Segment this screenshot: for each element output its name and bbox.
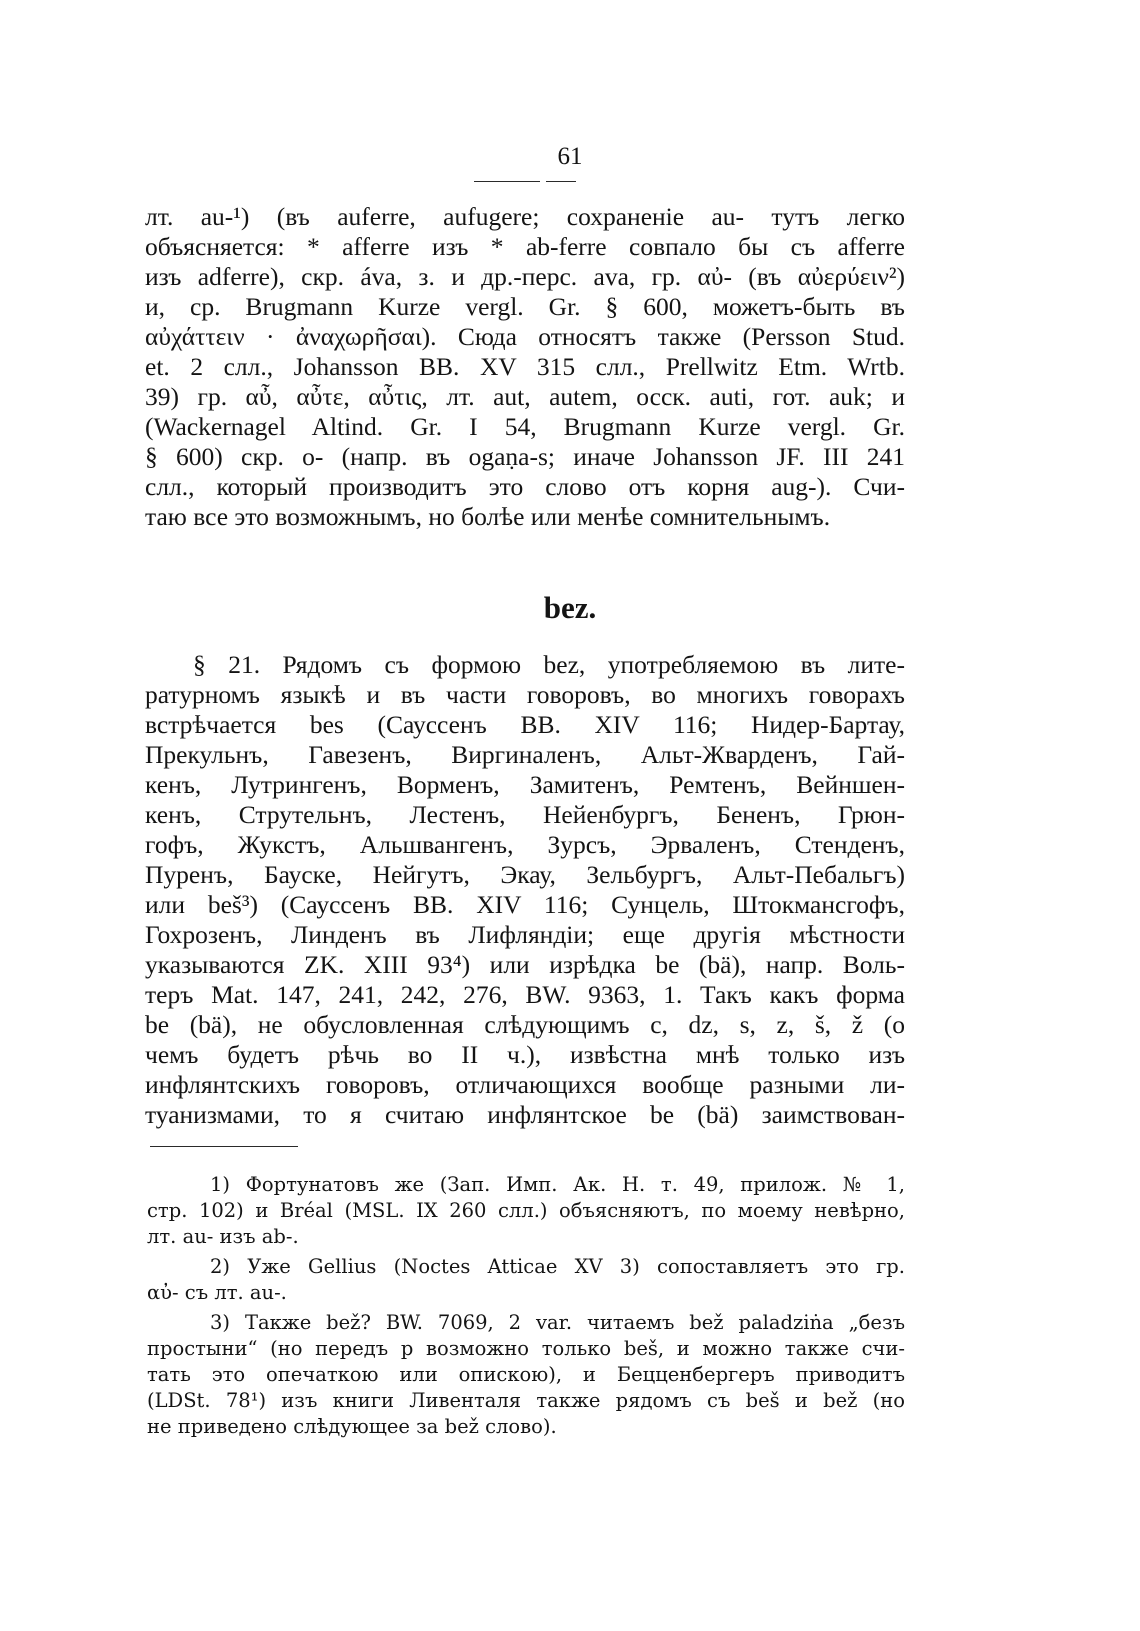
text-line: § 21. Рядомъ съ формою bez, употребляемою въ лите- xyxy=(193,650,905,679)
text-line: Прекульнъ, Гавезенъ, Виргиналенъ, Альт-Жварденъ, Гай- xyxy=(145,740,905,769)
text-line: изъ adferre), скр. áva, з. и др.-перс. ava, гр. αὐ- (въ αὐερύειν²) xyxy=(145,262,905,291)
text-line: et. 2 слл., Johansson BB. XV 315 слл., Prellwitz Etm. Wrtb. xyxy=(145,352,905,381)
text-line: Гохрозенъ, Линденъ въ Лифляндіи; еще другія мѣстности xyxy=(145,920,905,949)
text-line: слл., который производитъ это слово отъ корня aug-). Счи- xyxy=(145,472,905,501)
text-line: кенъ, Лутрингенъ, Ворменъ, Замитенъ, Ремтенъ, Вейншен- xyxy=(145,770,905,799)
text-line: (Wackernagel Altind. Gr. I 54, Brugmann Kurze vergl. Gr. xyxy=(145,412,905,441)
text-line: или beš³) (Сауссенъ BB. XIV 116; Сунцель, Штокмансгофъ, xyxy=(145,890,905,919)
text-line: ратурномъ языкѣ и въ части говоровъ, во многихъ говорахъ xyxy=(145,680,905,709)
text-line: гофъ, Жукстъ, Альшвангенъ, Зурсъ, Эрваленъ, Стенденъ, xyxy=(145,830,905,859)
page-number-rule xyxy=(474,181,540,182)
text-line: туанизмами, то я считаю инфлянтское be (bä) заимствован- xyxy=(145,1100,905,1129)
text-line: встрѣчается bes (Сауссенъ BB. XIV 116; Нидер-Бартау, xyxy=(145,710,905,739)
text-line: таю все это возможнымъ, но болѣе или менѣе сомнительнымъ. xyxy=(145,502,831,531)
page-number-rule-short xyxy=(546,181,576,182)
footnote-separator xyxy=(150,1146,298,1147)
text-line: и, ср. Brugmann Kurze vergl. Gr. § 600, можетъ-быть въ xyxy=(145,292,905,321)
footnote-line: простыни“ (но передъ p возможно только beš, и можно также счи- xyxy=(147,1337,905,1360)
footnote-line: 3) Также bež? BW. 7069, 2 var. читаемъ bež paladziṅa „безъ xyxy=(210,1311,905,1334)
text-line: кенъ, Струтельнъ, Лестенъ, Нейенбургъ, Бененъ, Грюн- xyxy=(145,800,905,829)
section-heading: bez. xyxy=(543,590,597,625)
text-line: лт. au-¹) (въ auferre, aufugere; сохраненіе au- тутъ легко xyxy=(145,202,905,231)
footnote-line: 2) Уже Gellius (Noctes Atticae XV 3) сопоставляетъ это гр. xyxy=(210,1255,905,1278)
text-line: 39) гр. αὖ, αὖτε, αὖτις, лт. aut, autem, осск. auti, гот. auk; и xyxy=(145,382,905,411)
text-line: инфлянтскихъ говоровъ, отличающихся вообще разными ли- xyxy=(145,1070,905,1099)
text-line: чемъ будетъ рѣчь во II ч.), извѣстна мнѣ только изъ xyxy=(145,1040,905,1069)
footnote-line: лт. au- изъ ab-. xyxy=(147,1225,299,1248)
text-line: объясняется: * afferre изъ * ab-ferre совпало бы съ afferre xyxy=(145,232,905,261)
footnote-line: αὐ- съ лт. au-. xyxy=(147,1281,287,1304)
footnote-line: (LDSt. 78¹) изъ книги Ливенталя также рядомъ съ beš и bež (но xyxy=(147,1389,905,1412)
text-line: § 600) скр. o- (напр. въ ogaṇa-s; иначе Johansson JF. III 241 xyxy=(145,442,905,471)
text-line: теръ Mat. 147, 241, 242, 276, BW. 9363, 1. Такъ какъ форма xyxy=(145,980,905,1009)
text-line: αὐχάττειν · ἀναχωρῆσαι). Сюда относятъ также (Persson Stud. xyxy=(145,322,905,351)
footnote-line: не приведено слѣдующее за bež слово). xyxy=(147,1415,557,1438)
text-line: Пуренъ, Бауске, Нейгутъ, Экау, Зельбургъ, Альт-Пебальгъ) xyxy=(145,860,905,889)
page-number: 61 xyxy=(557,143,583,170)
footnote-line: 1) Фортунатовъ же (Зап. Имп. Ак. Н. т. 49, прилож. № 1, xyxy=(210,1173,905,1196)
text-line: указываются ZK. XIII 93⁴) или изрѣдка be (bä), напр. Воль- xyxy=(145,950,905,979)
text-line: be (bä), не обусловленная слѣдующимъ c, dz, s, z, š, ž (о xyxy=(145,1010,905,1039)
footnote-line: стр. 102) и Bréal (MSL. IX 260 слл.) объясняютъ, по моему невѣрно, xyxy=(147,1199,905,1222)
footnote-line: тать это опечаткою или опискою), и Бецценбергеръ приводитъ xyxy=(147,1363,905,1386)
